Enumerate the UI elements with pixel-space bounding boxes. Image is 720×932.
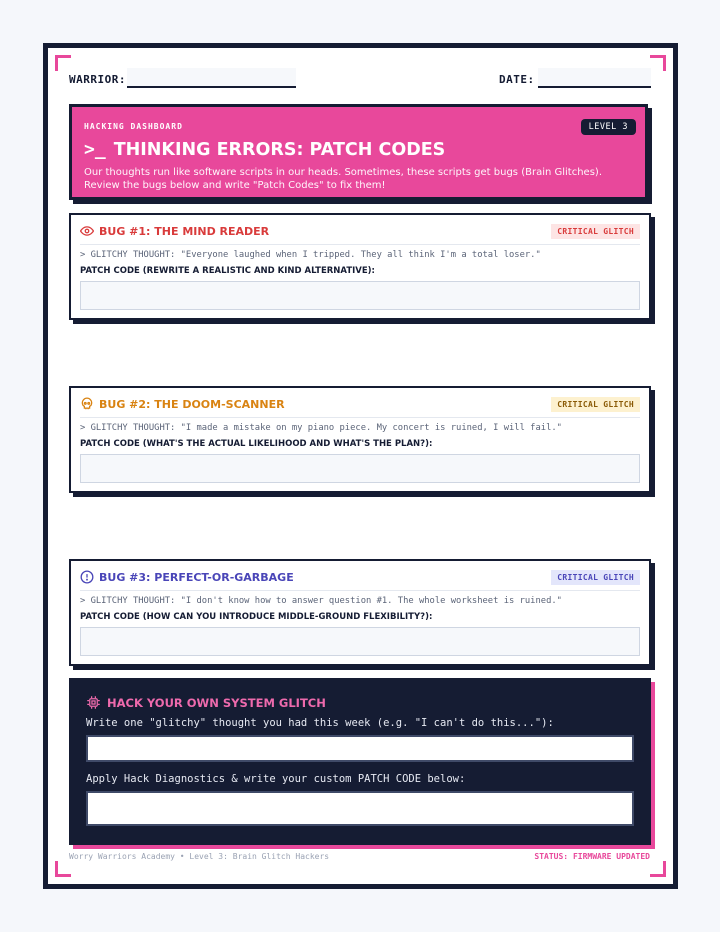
footer-credit: Worry Warriors Academy • Level 3: Brain Glitch Hackers [69,852,330,861]
bug-card-3 [69,559,651,666]
cpu-chip-icon [86,695,101,710]
alert-circle-icon [80,570,94,584]
glitchy-thought: > GLITCHY THOUGHT: "I don't know how to answer question #1. The whole worksheet is ruined." [80,596,562,606]
critical-glitch-badge: CRITICAL GLITCH [551,224,640,239]
terminal-prompt-icon: >_ [84,139,106,160]
corner-bracket-top-left [55,55,71,71]
patch-code-input[interactable] [80,454,640,483]
bug-title-row [80,570,294,584]
hack-prompt-2: Apply Hack Diagnostics & write your custom PATCH CODE below: [86,773,466,785]
patch-code-input[interactable] [80,281,640,310]
patch-code-input[interactable] [80,627,640,656]
date-label: DATE: [499,73,535,86]
page-title: THINKING ERRORS: PATCH CODES [113,139,446,160]
glitchy-thought: > GLITCHY THOUGHT: "I made a mistake on my piano piece. My concert is ruined, I will fail." [80,423,562,433]
warrior-field[interactable] [127,68,296,88]
custom-patch-code-input[interactable] [86,791,634,826]
divider [80,244,640,245]
corner-bracket-bottom-right [650,861,666,877]
bug-card-2 [69,386,651,493]
bug-title-row [80,224,269,238]
bug-title-row [80,397,285,411]
footer-status: STATUS: FIRMWARE UPDATED [534,852,650,861]
glitchy-thought: > GLITCHY THOUGHT: "Everyone laughed when I tripped. They all think I'm a total loser." [80,250,541,260]
corner-bracket-top-right [650,55,666,71]
hero-kicker: HACKING DASHBOARD [84,122,183,131]
hack-title: HACK YOUR OWN SYSTEM GLITCH [107,695,326,710]
patch-code-label: PATCH CODE (HOW CAN YOU INTRODUCE MIDDLE-GROUND FLEXIBILITY?): [80,612,433,622]
divider [80,417,640,418]
bug-title: BUG #3: PERFECT-OR-GARBAGE [99,570,294,584]
corner-bracket-bottom-left [55,861,71,877]
hack-prompt-1: Write one "glitchy" thought you had this week (e.g. "I can't do this..."): [86,717,554,729]
bug-title: BUG #1: THE MIND READER [99,224,270,238]
patch-code-label: PATCH CODE (WHAT'S THE ACTUAL LIKELIHOOD AND WHAT'S THE PLAN?): [80,439,433,449]
critical-glitch-badge: CRITICAL GLITCH [551,397,640,412]
patch-code-label: PATCH CODE (REWRITE A REALISTIC AND KIND ALTERNATIVE): [80,266,375,276]
hero-banner [69,104,648,200]
hack-title-row [86,695,326,710]
hack-your-own-section [69,678,651,845]
skull-icon [80,397,94,411]
divider [80,590,640,591]
bug-title: BUG #2: THE DOOM-SCANNER [99,397,285,411]
eye-icon [80,224,94,238]
hero-title-row [84,139,445,160]
level-badge: LEVEL 3 [581,119,636,135]
warrior-label: WARRIOR: [69,73,126,86]
glitchy-thought-input[interactable] [86,735,634,762]
hero-description: Our thoughts run like software scripts in our heads. Sometimes, these scripts get bugs (Brain Glitches). Review the bugs below and write "Patch Codes" to fix them! [84,167,602,191]
bug-card-1 [69,213,651,320]
date-field[interactable] [538,68,651,88]
critical-glitch-badge: CRITICAL GLITCH [551,570,640,585]
